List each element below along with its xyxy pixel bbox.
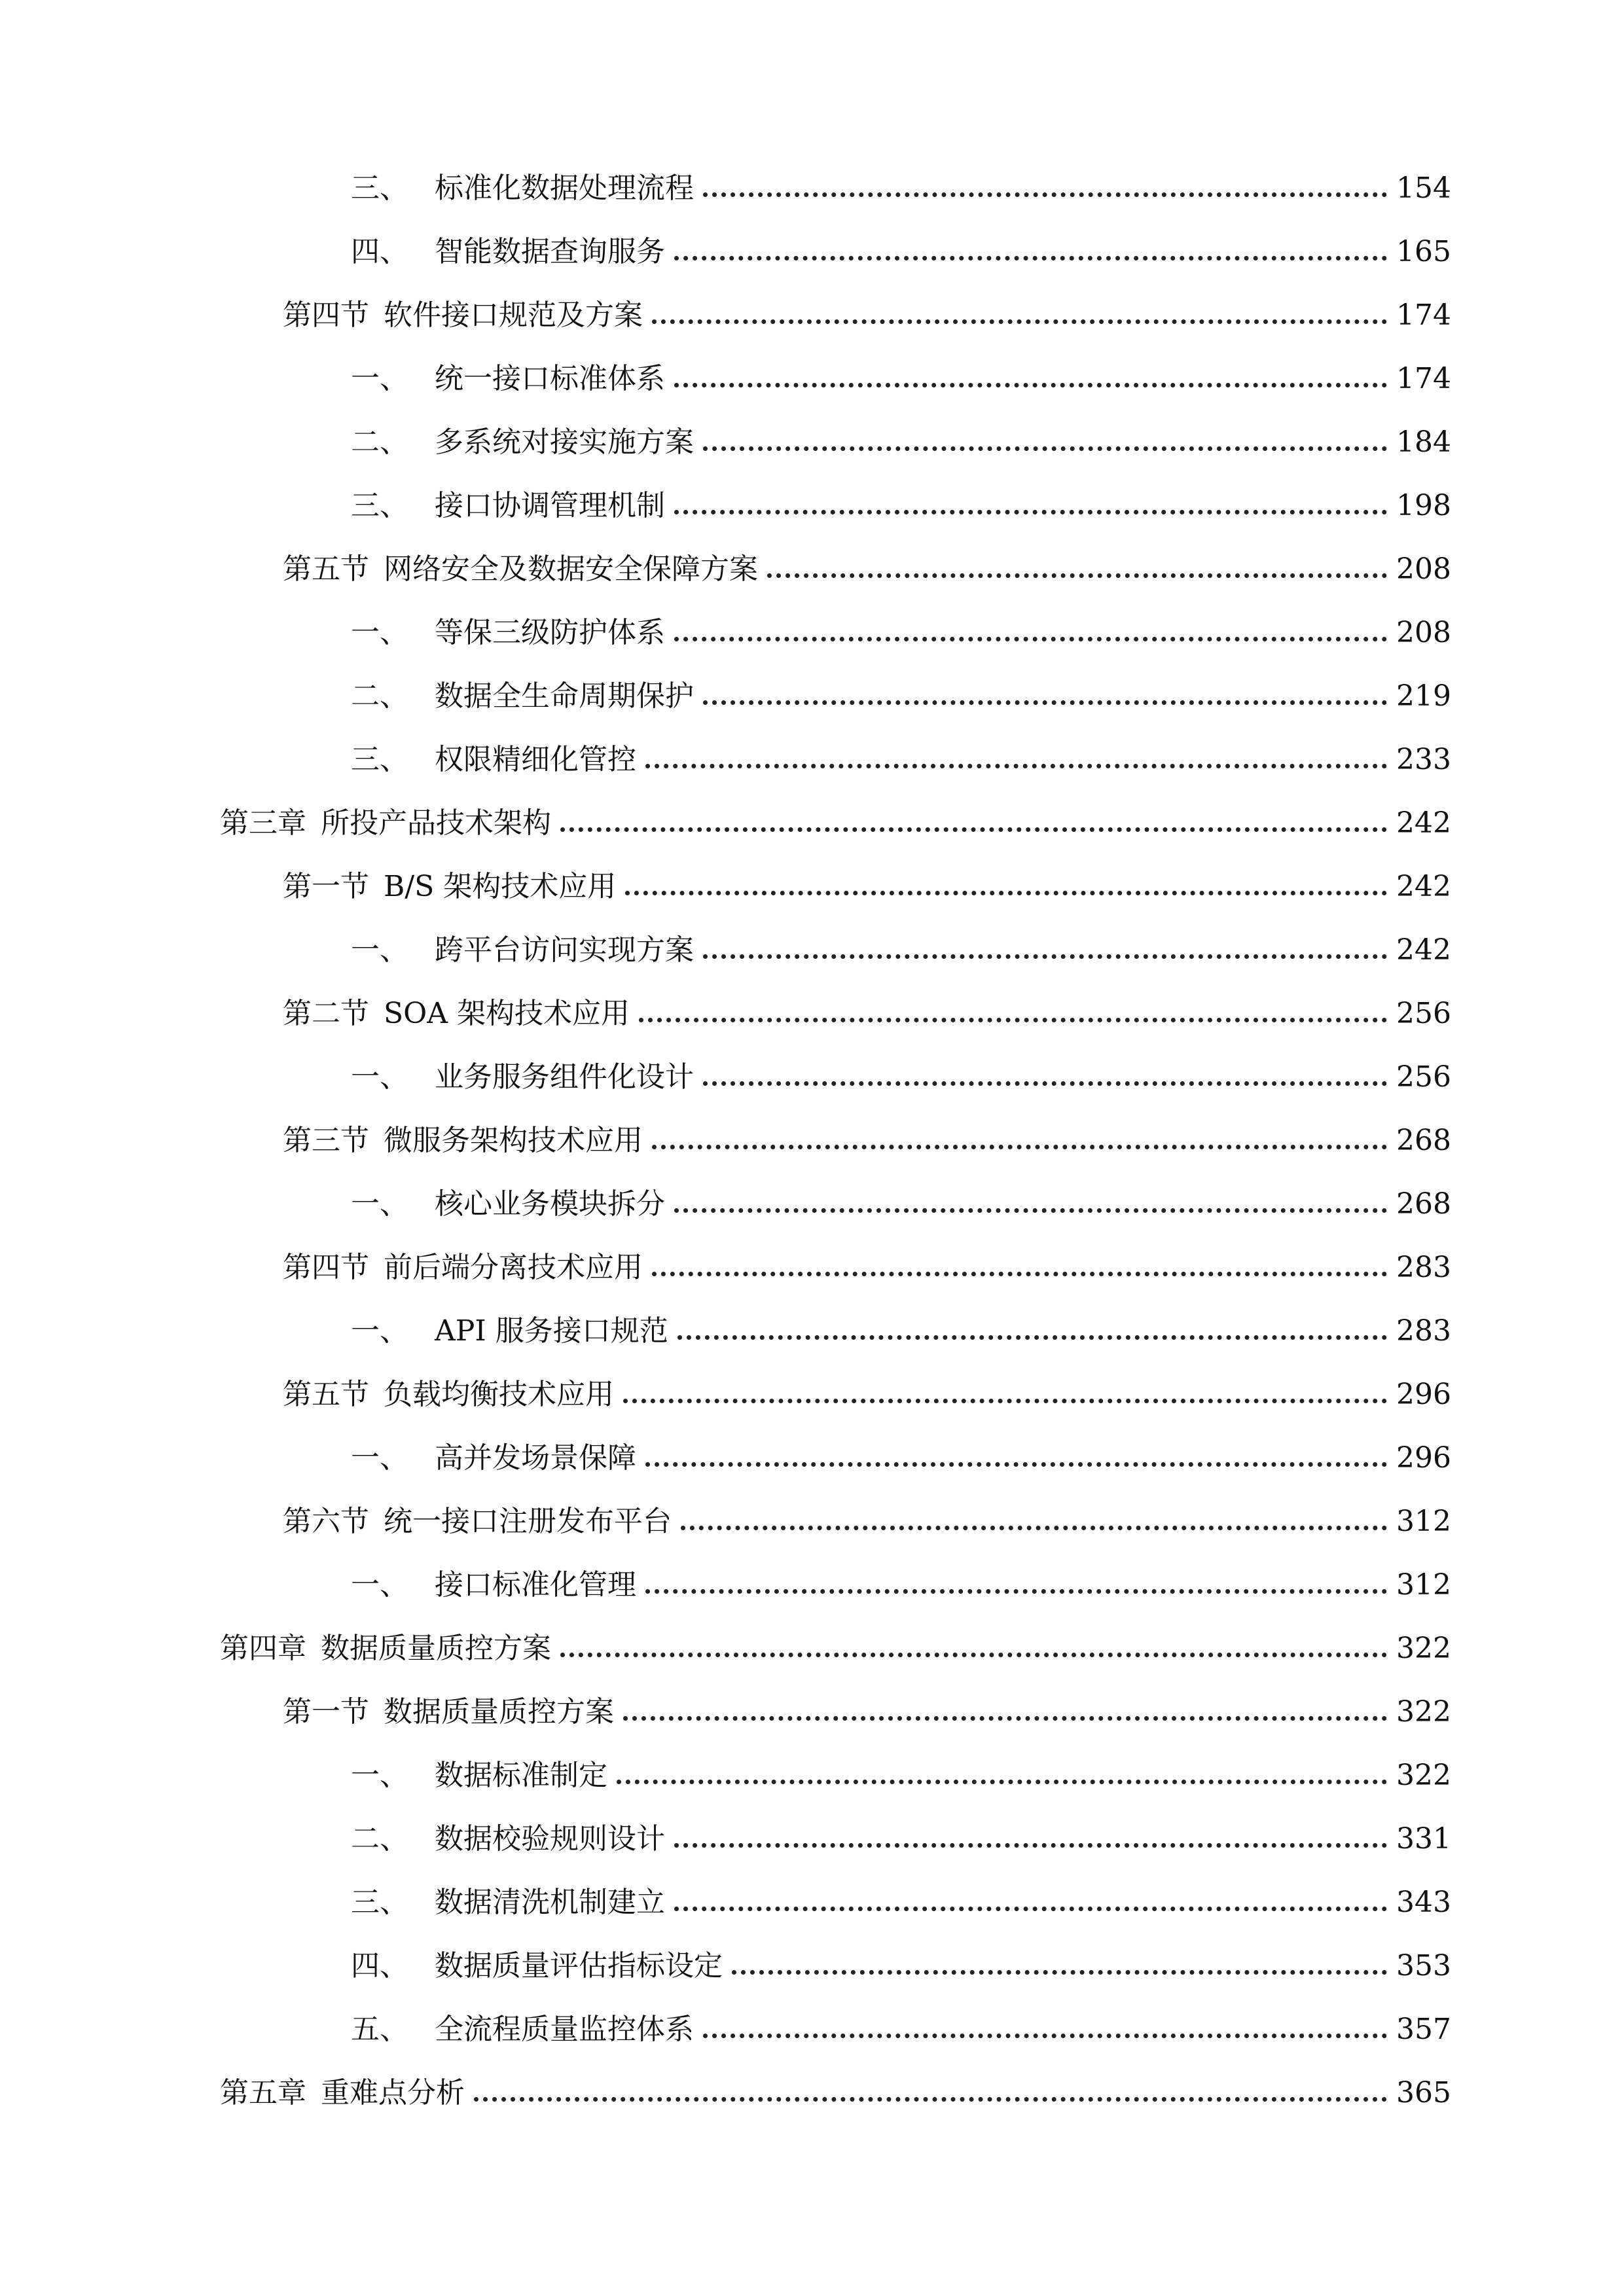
entry-number: 二、 [351, 425, 408, 459]
entry-number: 三、 [351, 743, 408, 776]
dot-leader [703, 1081, 1387, 1086]
dot-leader [623, 1399, 1387, 1403]
entry-page-number: 198 [1396, 489, 1451, 522]
entry-title: 数据质量评估指标设定 [435, 1949, 723, 1982]
entry-page-number: 283 [1396, 1314, 1451, 1348]
entry-page-number: 256 [1396, 1060, 1451, 1094]
toc-entry[interactable] [283, 1674, 1451, 1727]
toc-entry[interactable] [351, 1420, 1451, 1473]
toc-entry[interactable] [351, 1547, 1451, 1600]
toc-entry[interactable] [351, 1865, 1451, 1917]
entry-page-number: 322 [1396, 1695, 1451, 1729]
entry-number: 三、 [351, 489, 408, 522]
entry-title: 等保三级防护体系 [435, 616, 665, 649]
entry-number: 五、 [351, 2013, 408, 2046]
entry-page-number: 268 [1396, 1124, 1451, 1157]
entry-title: 前后端分离技术应用 [384, 1251, 643, 1284]
entry-title: 所投产品技术架构 [321, 806, 551, 840]
toc-entry[interactable] [283, 1357, 1451, 1409]
dot-leader [681, 1526, 1387, 1530]
dot-leader [625, 891, 1387, 895]
entry-page-number: 256 [1396, 997, 1451, 1030]
entry-title: 负载均衡技术应用 [384, 1378, 614, 1411]
entry-page-number: 296 [1396, 1441, 1451, 1475]
entry-title: 统一接口注册发布平台 [384, 1505, 672, 1538]
dot-leader [645, 764, 1387, 768]
entry-title: 跨平台访问实现方案 [435, 933, 694, 967]
entry-number: 第三节 [283, 1124, 369, 1157]
toc-entry[interactable] [283, 1484, 1451, 1536]
toc-entry[interactable] [283, 849, 1451, 901]
entry-title: 接口标准化管理 [435, 1568, 636, 1602]
entry-page-number: 208 [1396, 552, 1451, 586]
dot-leader [674, 256, 1387, 260]
dot-leader [645, 1589, 1387, 1594]
toc-entry[interactable] [351, 404, 1451, 457]
toc-entry[interactable] [220, 2055, 1451, 2108]
entry-title: 软件接口规范及方案 [384, 298, 643, 332]
toc-entry[interactable] [351, 912, 1451, 965]
entry-page-number: 343 [1396, 1886, 1451, 1919]
toc-entry[interactable] [283, 1230, 1451, 1282]
entry-number: 一、 [351, 616, 408, 649]
entry-title: 核心业务模块拆分 [435, 1187, 665, 1221]
entry-number: 一、 [351, 1441, 408, 1475]
entry-page-number: 184 [1396, 425, 1451, 459]
entry-page-number: 154 [1396, 171, 1451, 205]
entry-title: 统一接口标准体系 [435, 362, 665, 395]
toc-entry[interactable] [351, 1992, 1451, 2044]
entry-title: API 服务接口规范 [435, 1314, 668, 1348]
entry-page-number: 296 [1396, 1378, 1451, 1411]
entry-page-number: 208 [1396, 616, 1451, 649]
entry-page-number: 353 [1396, 1949, 1451, 1982]
dot-leader [677, 1335, 1387, 1340]
entry-page-number: 233 [1396, 743, 1451, 776]
entry-page-number: 312 [1396, 1505, 1451, 1538]
dot-leader [652, 1145, 1387, 1149]
entry-page-number: 268 [1396, 1187, 1451, 1221]
entry-number: 第四章 [220, 1632, 306, 1665]
entry-title: 智能数据查询服务 [435, 235, 665, 268]
entry-number: 三、 [351, 171, 408, 205]
entry-title: 数据质量质控方案 [321, 1632, 551, 1665]
entry-number: 四、 [351, 1949, 408, 1982]
dot-leader [674, 637, 1387, 641]
toc-entry[interactable] [351, 1293, 1451, 1346]
toc-entry[interactable] [283, 976, 1451, 1028]
dot-leader [652, 1272, 1387, 1276]
entry-title: 网络安全及数据安全保障方案 [384, 552, 758, 586]
entry-page-number: 312 [1396, 1568, 1451, 1602]
dot-leader [674, 1843, 1387, 1848]
toc-entry[interactable] [351, 214, 1451, 266]
entry-number: 第六节 [283, 1505, 369, 1538]
toc-entry[interactable] [351, 1738, 1451, 1790]
dot-leader [639, 1018, 1387, 1022]
entry-title: 多系统对接实施方案 [435, 425, 694, 459]
entry-number: 第一节 [283, 870, 369, 903]
dot-leader [617, 1780, 1387, 1784]
toc-entry[interactable] [220, 785, 1451, 838]
dot-leader [623, 1716, 1387, 1721]
entry-number: 第三章 [220, 806, 306, 840]
entry-title: 业务服务组件化设计 [435, 1060, 694, 1094]
entry-number: 一、 [351, 933, 408, 967]
entry-number: 一、 [351, 362, 408, 395]
toc-entry[interactable] [351, 1039, 1451, 1092]
entry-number: 一、 [351, 1314, 408, 1348]
dot-leader [674, 1208, 1387, 1213]
entry-number: 一、 [351, 1187, 408, 1221]
toc-entry[interactable] [283, 1103, 1451, 1155]
entry-page-number: 242 [1396, 933, 1451, 967]
toc-entry[interactable] [220, 1611, 1451, 1663]
dot-leader [703, 446, 1387, 451]
entry-number: 四、 [351, 235, 408, 268]
toc-entry[interactable] [283, 531, 1451, 584]
dot-leader [474, 2097, 1387, 2102]
toc-entry[interactable] [351, 1928, 1451, 1981]
entry-number: 一、 [351, 1060, 408, 1094]
entry-page-number: 365 [1396, 2076, 1451, 2109]
dot-leader [674, 510, 1387, 514]
dot-leader [674, 383, 1387, 387]
entry-title: SOA 架构技术应用 [384, 997, 630, 1030]
entry-page-number: 174 [1396, 362, 1451, 395]
dot-leader [674, 1907, 1387, 1911]
entry-number: 第二节 [283, 997, 369, 1030]
entry-number: 一、 [351, 1759, 408, 1792]
entry-page-number: 322 [1396, 1632, 1451, 1665]
entry-page-number: 219 [1396, 679, 1451, 713]
dot-leader [645, 1462, 1387, 1467]
entry-page-number: 165 [1396, 235, 1451, 268]
entry-title: 数据清洗机制建立 [435, 1886, 665, 1919]
entry-title: 数据全生命周期保护 [435, 679, 694, 713]
toc-entry[interactable] [283, 278, 1451, 330]
entry-number: 第五节 [283, 552, 369, 586]
entry-number: 第四节 [283, 298, 369, 332]
entry-page-number: 322 [1396, 1759, 1451, 1792]
entry-title: 重难点分析 [321, 2076, 465, 2109]
toc-entry[interactable] [351, 151, 1451, 203]
entry-page-number: 174 [1396, 298, 1451, 332]
entry-page-number: 242 [1396, 806, 1451, 840]
toc-entry[interactable] [351, 468, 1451, 520]
entry-number: 第一节 [283, 1695, 369, 1729]
dot-leader [560, 827, 1387, 832]
entry-title: 高并发场景保障 [435, 1441, 636, 1475]
entry-page-number: 242 [1396, 870, 1451, 903]
entry-title: B/S 架构技术应用 [384, 870, 617, 903]
entry-number: 三、 [351, 1886, 408, 1919]
toc-entry[interactable] [351, 722, 1451, 774]
toc-entry[interactable] [351, 1166, 1451, 1219]
toc-entry[interactable] [351, 595, 1451, 647]
entry-title: 接口协调管理机制 [435, 489, 665, 522]
entry-title: 标准化数据处理流程 [435, 171, 694, 205]
dot-leader [703, 2034, 1387, 2038]
dot-leader [703, 192, 1387, 197]
dot-leader [703, 700, 1387, 705]
toc-entry[interactable] [351, 341, 1451, 393]
dot-leader [767, 573, 1387, 578]
dot-leader [732, 1970, 1387, 1975]
entry-title: 权限精细化管控 [435, 743, 636, 776]
entry-number: 二、 [351, 1822, 408, 1856]
entry-number: 一、 [351, 1568, 408, 1602]
entry-number: 第四节 [283, 1251, 369, 1284]
dot-leader [652, 319, 1387, 324]
entry-page-number: 283 [1396, 1251, 1451, 1284]
dot-leader [560, 1653, 1387, 1657]
entry-number: 第五节 [283, 1378, 369, 1411]
entry-page-number: 357 [1396, 2013, 1451, 2046]
entry-title: 数据质量质控方案 [384, 1695, 614, 1729]
entry-number: 二、 [351, 679, 408, 713]
toc-entry[interactable] [351, 1801, 1451, 1854]
entry-number: 第五章 [220, 2076, 306, 2109]
entry-title: 微服务架构技术应用 [384, 1124, 643, 1157]
entry-title: 全流程质量监控体系 [435, 2013, 694, 2046]
entry-title: 数据校验规则设计 [435, 1822, 665, 1856]
dot-leader [703, 954, 1387, 959]
toc-entry[interactable] [351, 658, 1451, 711]
entry-page-number: 331 [1396, 1822, 1451, 1856]
entry-title: 数据标准制定 [435, 1759, 607, 1792]
